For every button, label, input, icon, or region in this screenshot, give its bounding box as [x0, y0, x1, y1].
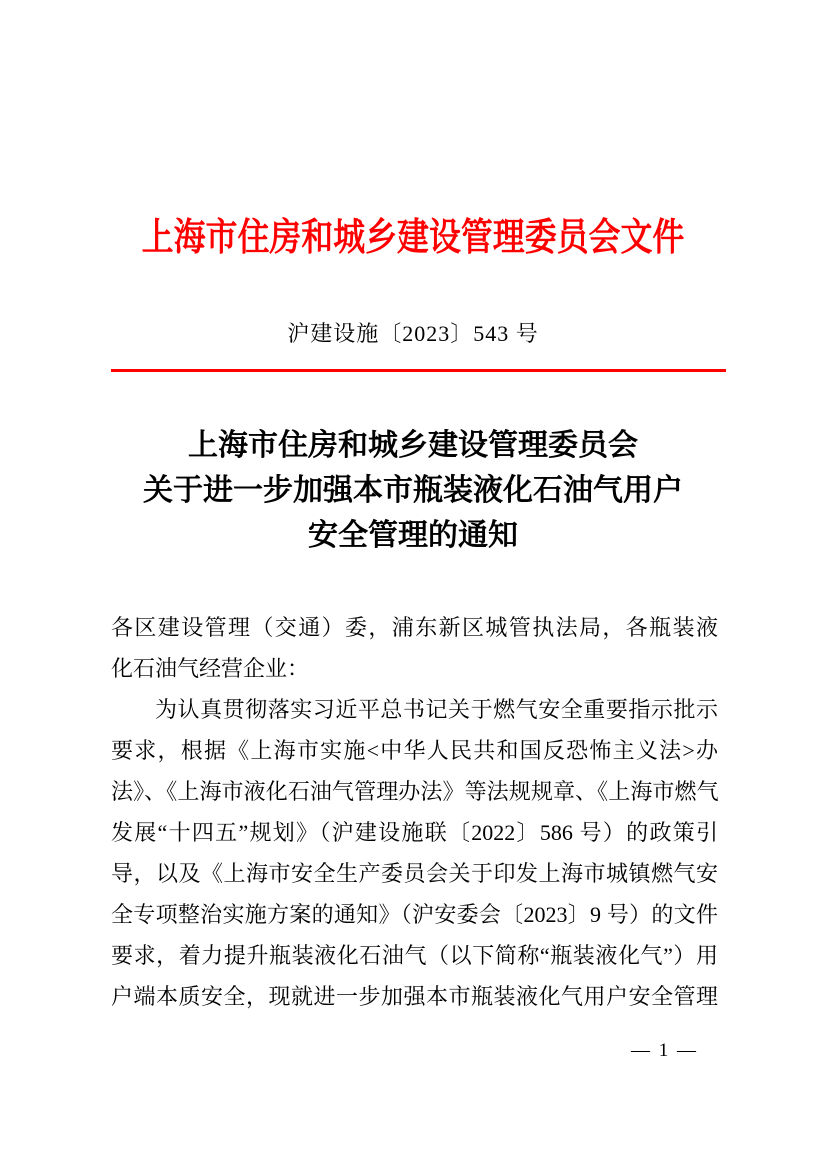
body-line: 要求，根据《上海市实施<中华人民共和国反恐怖主义法>办 — [111, 738, 718, 763]
red-divider-line — [111, 369, 726, 372]
document-title-line-2: 关于进一步加强本市瓶装液化石油气用户 — [143, 474, 683, 507]
document-title — [0, 423, 826, 558]
letterhead-text: 上海市住房和城乡建设管理委员会文件 — [141, 217, 685, 259]
body-line: 全专项整治实施方案的通知》（沪安委会〔2023〕9 号）的文件 — [111, 902, 718, 927]
body-line: 要求，着力提升瓶装液化石油气（以下简称“瓶装液化气”）用 — [111, 943, 718, 968]
document-number: 沪建设施〔2023〕543 号 — [287, 321, 539, 346]
body-line: 户端本质安全，现就进一步加强本市瓶装液化气用户安全管理 — [111, 984, 718, 1009]
body-line: 发展“十四五”规划》（沪建设施联〔2022〕586 号）的政策引 — [111, 820, 718, 845]
body-line: 化石油气经营企业： — [111, 656, 310, 681]
body-line: 各区建设管理（交通）委，浦东新区城管执法局，各瓶装液 — [111, 615, 718, 640]
document-body — [111, 607, 718, 1017]
document-title-line-3: 安全管理的通知 — [308, 519, 518, 552]
body-line: 为认真贯彻落实习近平总书记关于燃气安全重要指示批示 — [155, 697, 718, 722]
body-line: 法》、《上海市液化石油气管理办法》等法规规章、《上海市燃气 — [111, 779, 718, 804]
document-title-line-1: 上海市住房和城乡建设管理委员会 — [188, 429, 638, 462]
document-letterhead — [0, 216, 826, 260]
body-line: 导，以及《上海市安全生产委员会关于印发上海市城镇燃气安 — [111, 861, 718, 886]
page-number: — 1 — — [631, 1040, 698, 1061]
